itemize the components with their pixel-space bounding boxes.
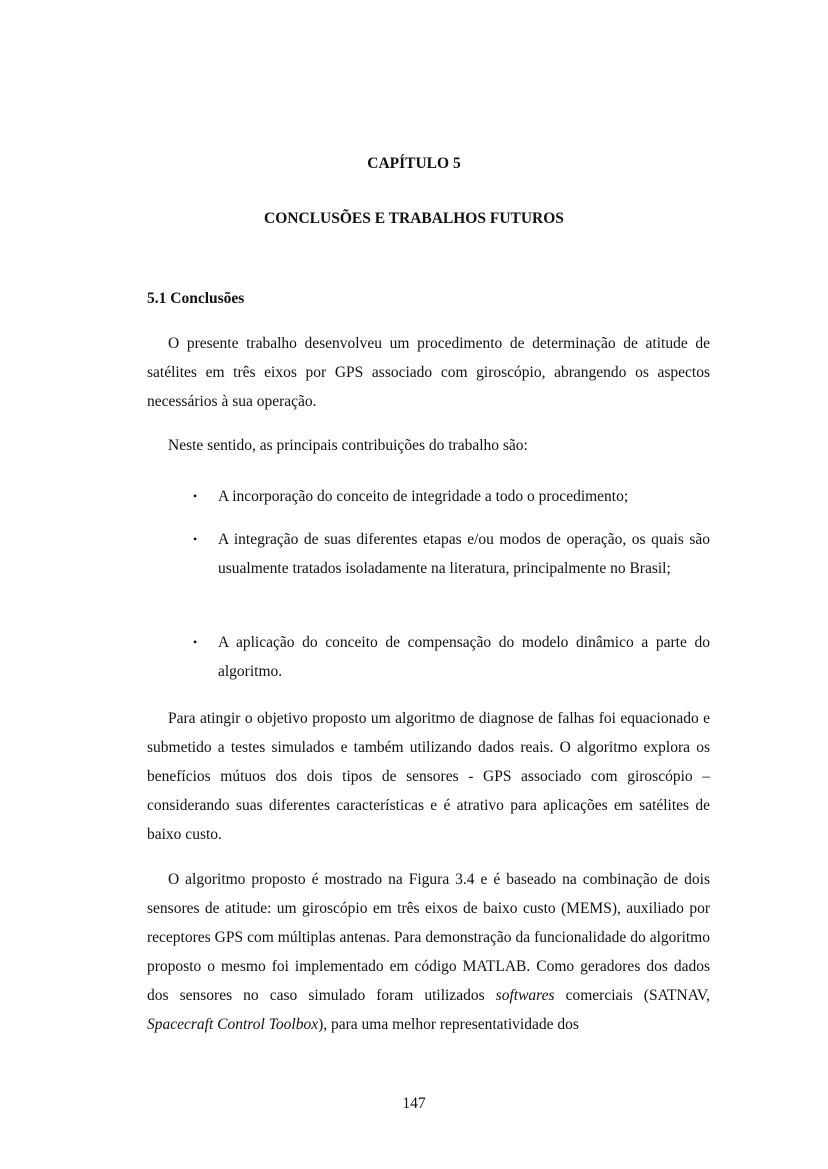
bullet-text: A aplicação do conceito de compensação do modelo dinâmico a parte do algoritmo. <box>218 634 710 680</box>
paragraph-algorithm-italic-2: Spacecraft Control Toolbox <box>147 1016 319 1033</box>
paragraph-contributions-lead: Neste sentido, as principais contribuições do trabalho são: <box>168 437 528 454</box>
paragraph-algorithm <box>147 865 710 1039</box>
paragraph-algorithm-italic-1: softwares <box>495 987 555 1004</box>
bullet-icon: • <box>193 489 198 503</box>
bullet-text: A incorporação do conceito de integridade a todo o procedimento; <box>218 488 629 505</box>
bullet-item <box>193 628 710 686</box>
chapter-title: CONCLUSÕES E TRABALHOS FUTUROS <box>264 210 564 227</box>
page-number: 147 <box>402 1095 426 1112</box>
paragraph-algorithm-text-1: O algoritmo proposto é mostrado na Figura 3.4 e é baseado na combinação de dois sensores de atitude: um giroscópio em três eixos de baixo custo (MEMS), auxiliado por receptores GPS com múltiplas antenas. Para demonstração da funcionalidade do algoritmo proposto o mesmo foi implementado em código MATLAB. Como geradores dos dados dos sensores no caso simulado foram utilizados <box>147 871 710 1004</box>
paragraph-algorithm-text-3: ), para uma melhor representatividade dos <box>318 1016 579 1033</box>
bullet-text: A integração de suas diferentes etapas e/ou modos de operação, os quais são usualmente tratados isoladamente na literatura, principalmente no Brasil; <box>218 531 710 577</box>
chapter-number: CAPÍTULO 5 <box>367 155 461 172</box>
bullet-icon: • <box>193 532 198 546</box>
bullet-item <box>193 525 710 583</box>
bullet-item <box>193 482 710 511</box>
bullet-icon: • <box>193 635 198 649</box>
paragraph-diagnosis: Para atingir o objetivo proposto um algoritmo de diagnose de falhas foi equacionado e submetido a testes simulados e também utilizando dados reais. O algoritmo explora os benefícios mútuos dos dois tipos de sensores - GPS associado com giroscópio – considerando suas diferentes características e é atrativo para aplicações em satélites de baixo custo. <box>147 710 710 843</box>
paragraph-algorithm-text-2: comerciais (SATNAV, <box>554 987 710 1004</box>
paragraph-intro: O presente trabalho desenvolveu um procedimento de determinação de atitude de satélites em três eixos por GPS associado com giroscópio, abrangendo os aspectos necessários à sua operação. <box>147 335 710 410</box>
section-heading: 5.1 Conclusões <box>147 290 245 307</box>
